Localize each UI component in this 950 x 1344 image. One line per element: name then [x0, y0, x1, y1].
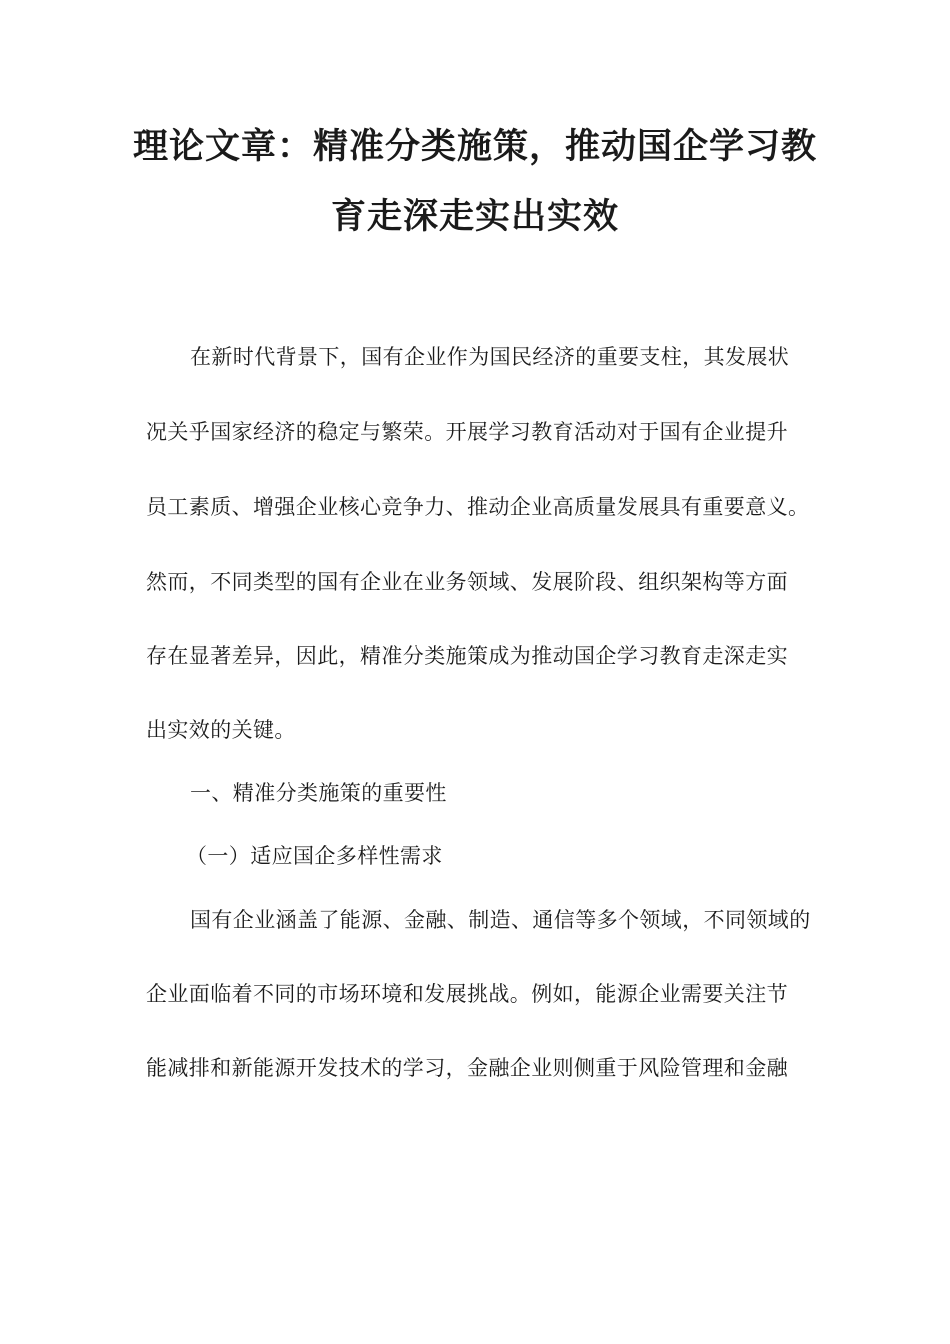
paragraph-line: 能减排和新能源开发技术的学习，金融企业则侧重于风险管理和金融 — [146, 1056, 788, 1080]
paragraph-line: 企业面临着不同的市场环境和发展挑战。例如，能源企业需要关注节 — [146, 982, 788, 1006]
paragraph-line: 况关乎国家经济的稳定与繁荣。开展学习教育活动对于国有企业提升 — [146, 420, 788, 444]
subsection-heading: （一）适应国企多样性需求 — [186, 844, 443, 868]
paragraph-line: 出实效的关键。 — [146, 718, 296, 742]
paragraph-line: 国有企业涵盖了能源、金融、制造、通信等多个领域，不同领域的 — [190, 908, 811, 932]
title-line-2: 育走深走实出实效 — [330, 197, 619, 237]
section-heading: 一、精准分类施策的重要性 — [190, 781, 447, 805]
title-line-1: 理论文章：精准分类施策，推动国企学习教 — [132, 127, 817, 167]
paragraph-line: 员工素质、增强企业核心竞争力、推动企业高质量发展具有重要意义。 — [146, 495, 810, 519]
paragraph-line: 存在显著差异，因此，精准分类施策成为推动国企学习教育走深走实 — [146, 644, 788, 668]
paragraph-line: 然而，不同类型的国有企业在业务领域、发展阶段、组织架构等方面 — [146, 570, 788, 594]
paragraph-line: 在新时代背景下，国有企业作为国民经济的重要支柱，其发展状 — [190, 345, 790, 369]
